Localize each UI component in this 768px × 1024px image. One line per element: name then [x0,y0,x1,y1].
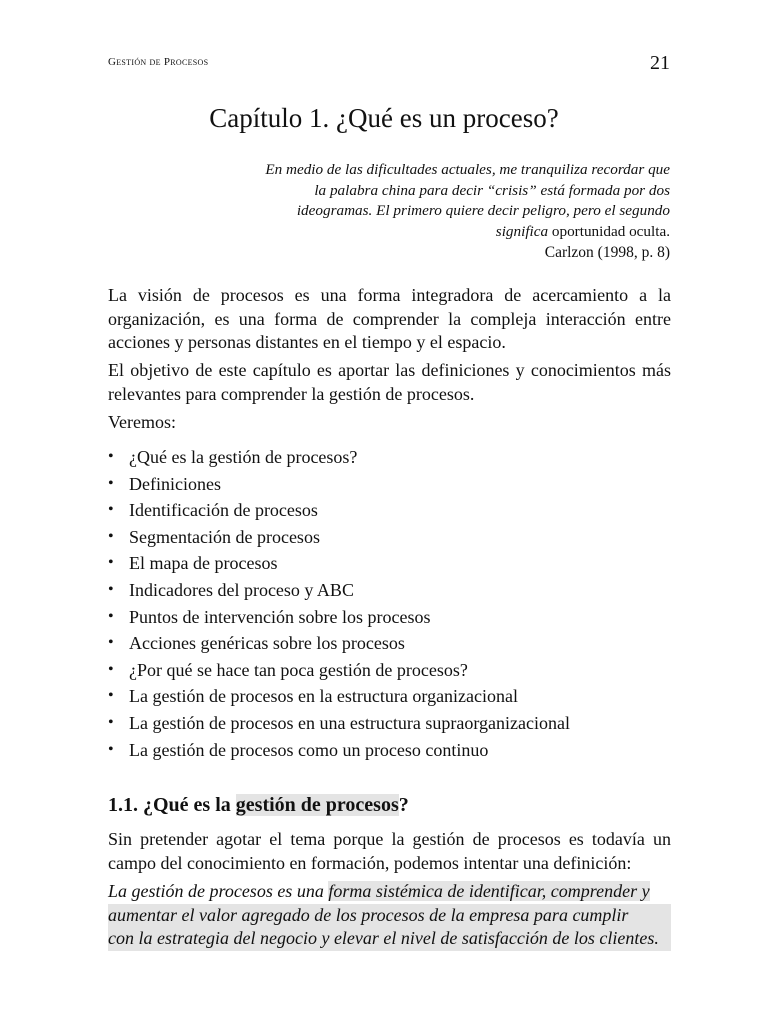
list-item: • La gestión de procesos en la estructura organizacional [108,683,671,710]
definition-line-1 [108,880,671,904]
list-item: • Puntos de intervención sobre los procesos [108,604,671,631]
section-heading-prefix: 1.1. ¿Qué es la [108,794,236,816]
definition-line-1-plain: La gestión de procesos es una [108,881,329,901]
definition-quote [108,880,671,951]
section-heading-highlight: gestión de procesos [235,794,399,816]
running-head: Gestión de Procesos [108,56,209,68]
definition-line-1-highlight: forma sistémica de identificar, comprender y [328,881,650,901]
page-number: 21 [650,52,670,74]
list-item: • Identificación de procesos [108,497,671,524]
paragraph-intro: La visión de procesos es una forma integradora de acercamiento a la organización, es una forma de comprender la compleja interacción entre acciones y personas distantes en el tiempo y el espacio. [108,285,671,352]
list-item: • Indicadores del proceso y ABC [108,577,671,604]
list-item: • Definiciones [108,471,671,498]
definition-line-2: aumentar el valor agregado de los procesos de la empresa para cumplir [108,904,671,928]
list-item: • La gestión de procesos en una estructura supraorganizacional [108,710,671,737]
epigraph-citation: Carlzon (1998, p. 8) [544,244,670,261]
epigraph-quote-normal: oportunidad oculta. [548,222,670,240]
list-item: • El mapa de procesos [108,550,671,577]
paragraph-section: Sin pretender agotar el tema porque la gestión de procesos es todavía un campo del conocimiento en formación, podemos intentar una definición: [108,829,671,873]
list-item: • La gestión de procesos como un proceso continuo [108,737,671,764]
section-heading-suffix: ? [398,794,409,816]
list-item: • ¿Por qué se hace tan poca gestión de procesos? [108,657,671,684]
definition-line-3: con la estrategia del negocio y elevar el nivel de satisfacción de los clientes. [108,927,671,951]
paragraph-objective: El objetivo de este capítulo es aportar las definiciones y conocimientos más relevantes para comprender la gestión de procesos. [108,360,671,404]
chapter-title: Capítulo 1. ¿Qué es un proceso? [209,103,559,133]
epigraph [250,160,670,242]
list-item: • Acciones genéricas sobre los procesos [108,630,671,657]
topics-list [108,444,671,763]
paragraph-veremos: Veremos: [108,412,176,432]
section-heading [108,794,409,817]
epigraph-quote-italic: En medio de las dificultades actuales, me tranquiliza recordar que la palabra china para decir “crisis” está formada por dos ideogramas. El primero quiere decir peligro, pero el segundo significa [265,161,670,240]
list-item: • Segmentación de procesos [108,524,671,551]
list-item: • ¿Qué es la gestión de procesos? [108,444,671,471]
